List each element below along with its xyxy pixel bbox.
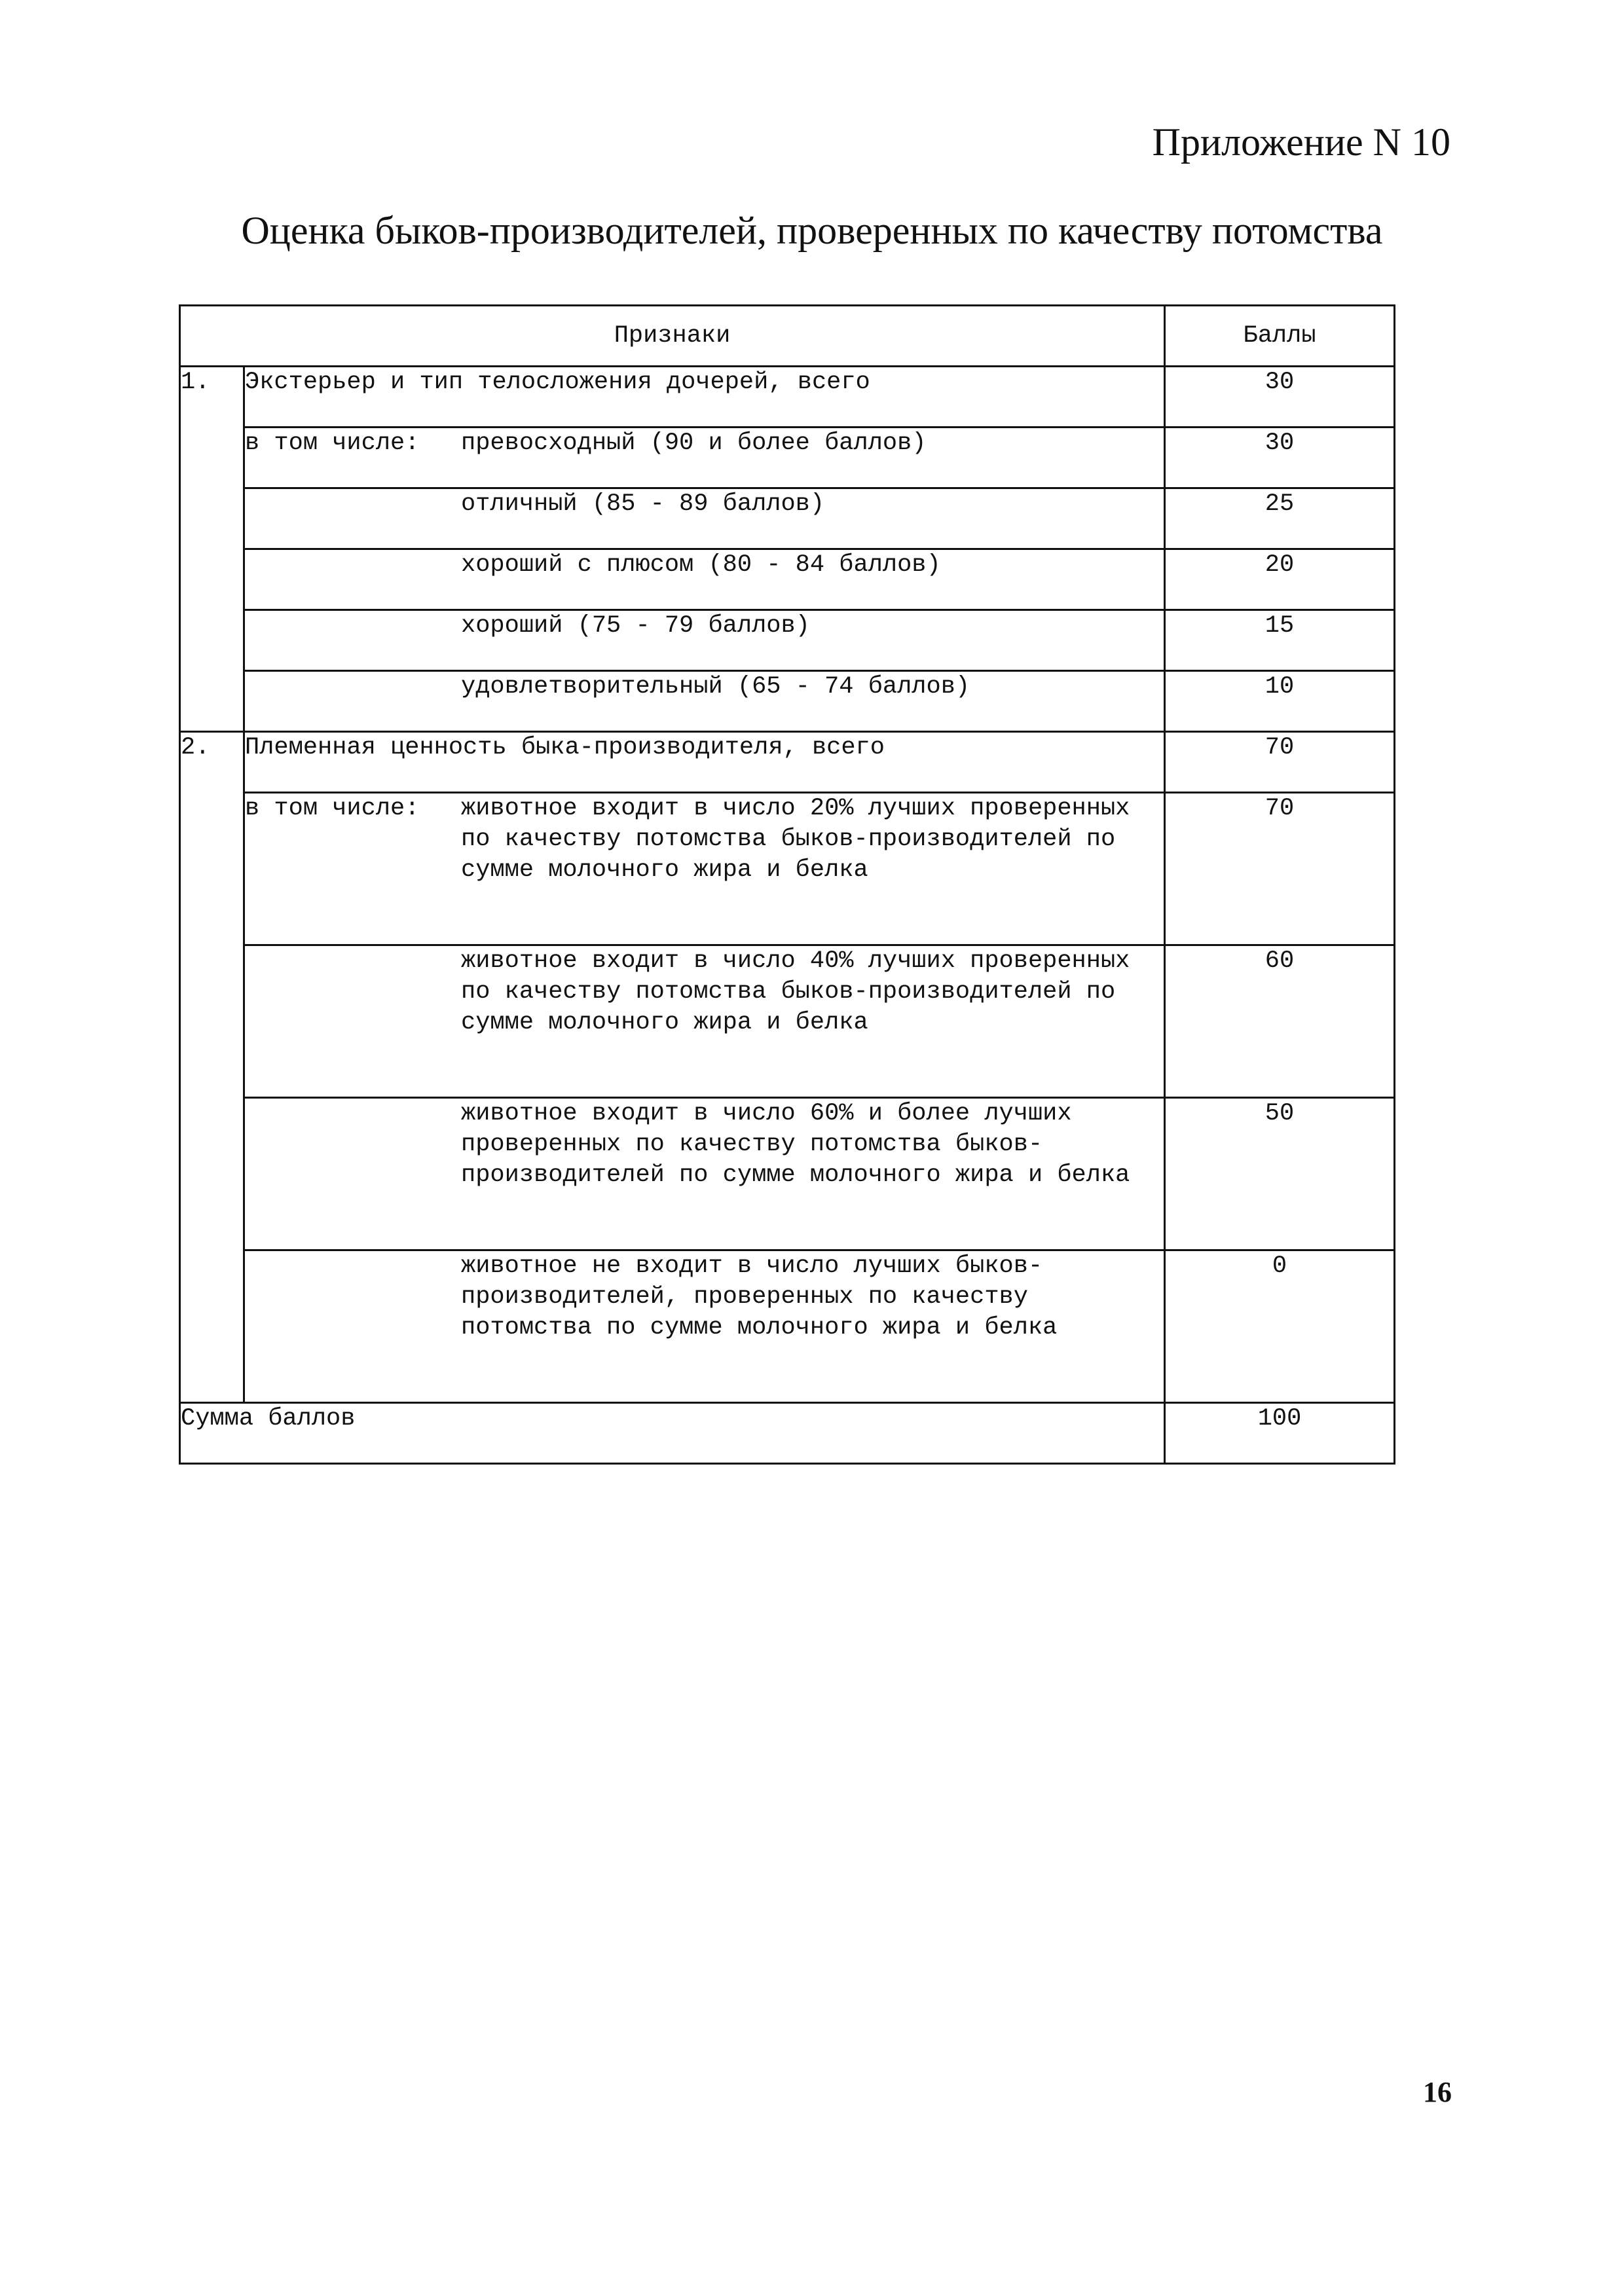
document-title: Оценка быков-производителей, проверенных по качеству потомства xyxy=(241,209,1383,252)
item-score: 30 xyxy=(1165,428,1395,488)
table-row xyxy=(180,549,1395,610)
item-text: превосходный (90 и более баллов) xyxy=(461,429,927,457)
table-row xyxy=(180,945,1395,1098)
table-row xyxy=(180,793,1395,945)
item-text: животное входит в число 40% лучших проверенных по качеству потомства быков-производителей по сумме молочного жира и белка xyxy=(461,947,1130,1036)
section-number: 1. xyxy=(180,367,244,428)
page-number: 16 xyxy=(1423,2076,1452,2108)
item-score: 20 xyxy=(1165,549,1395,610)
section-score: 70 xyxy=(1165,732,1395,793)
item-score: 10 xyxy=(1165,671,1395,732)
table-row xyxy=(180,367,1395,428)
item-score: 70 xyxy=(1165,793,1395,945)
item-text: животное входит в число 20% лучших проверенных по качеству потомства быков-производителей по сумме молочного жира и белка xyxy=(461,795,1130,884)
item-score: 50 xyxy=(1165,1098,1395,1250)
table-row xyxy=(180,671,1395,732)
item-text: хороший (75 - 79 баллов) xyxy=(461,612,810,640)
item-text: отличный (85 - 89 баллов) xyxy=(461,490,825,518)
item-score: 15 xyxy=(1165,610,1395,671)
table-row xyxy=(180,610,1395,671)
sub-label: в том числе: xyxy=(245,795,420,822)
total-label: Сумма баллов xyxy=(180,1403,1165,1464)
item-score: 0 xyxy=(1165,1250,1395,1403)
table-row xyxy=(180,488,1395,549)
appendix-label: Приложение N 10 xyxy=(1152,120,1450,164)
item-score: 60 xyxy=(1165,945,1395,1098)
table-row xyxy=(180,1250,1395,1403)
item-text: животное входит в число 60% и более лучших проверенных по качеству потомства быков-производителей по сумме молочного жира и белка xyxy=(461,1100,1130,1189)
scores-table xyxy=(179,304,1395,1465)
section-title: Племенная ценность быка-производителя, всего xyxy=(244,732,1165,793)
section-score: 30 xyxy=(1165,367,1395,428)
table-row xyxy=(180,1098,1395,1250)
item-text: удовлетворительный (65 - 74 баллов) xyxy=(461,673,970,701)
section-title: Экстерьер и тип телосложения дочерей, всего xyxy=(244,367,1165,428)
item-score: 25 xyxy=(1165,488,1395,549)
item-text: хороший с плюсом (80 - 84 баллов) xyxy=(461,551,941,579)
table-header-row xyxy=(180,306,1395,367)
header-feature: Признаки xyxy=(180,306,1165,367)
sub-label: в том числе: xyxy=(245,429,420,457)
section-number: 2. xyxy=(180,732,244,793)
table-row xyxy=(180,428,1395,488)
item-text: животное не входит в число лучших быков-производителей, проверенных по качеству потомства по сумме молочного жира и белка xyxy=(461,1252,1058,1341)
total-score: 100 xyxy=(1165,1403,1395,1464)
table-row xyxy=(180,732,1395,793)
header-score: Баллы xyxy=(1165,306,1395,367)
total-row xyxy=(180,1403,1395,1464)
